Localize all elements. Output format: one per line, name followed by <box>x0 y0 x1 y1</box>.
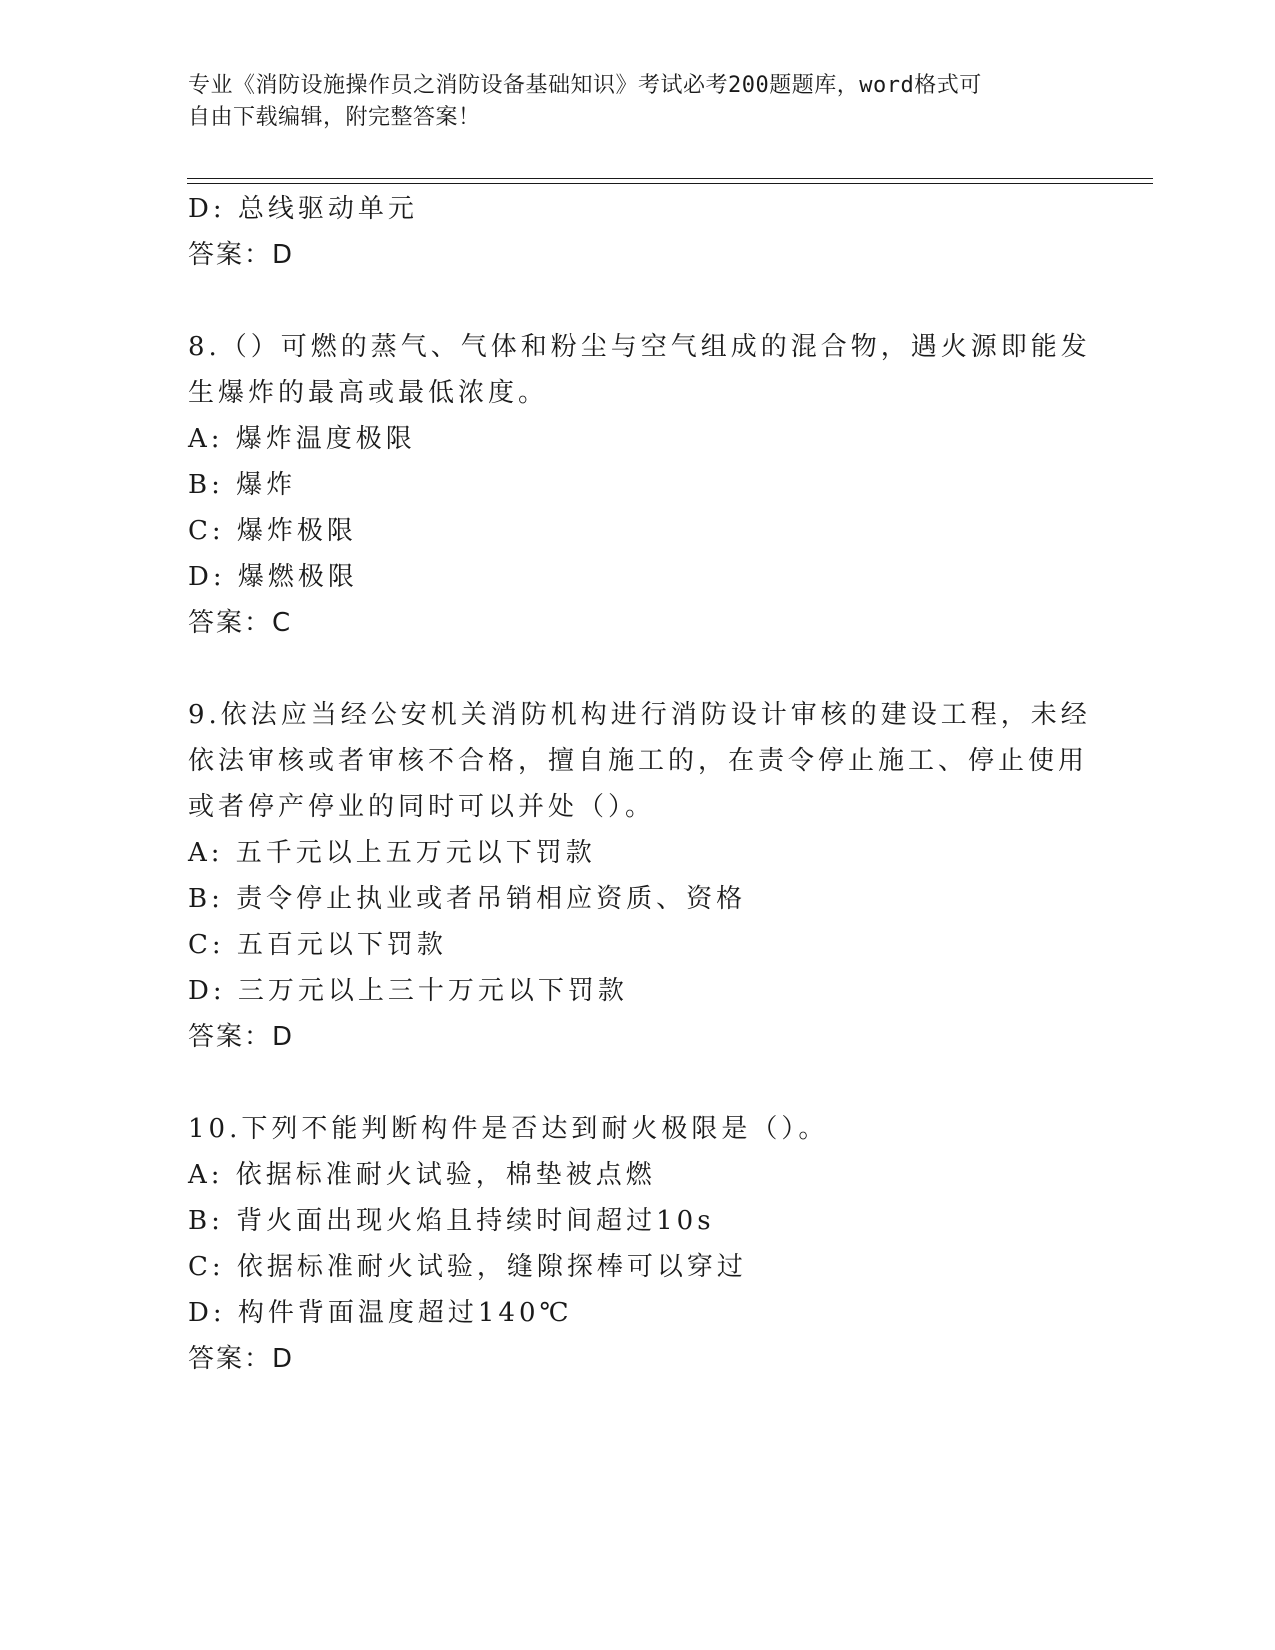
stem-line: 9.依法应当经公安机关消防机构进行消防设计审核的建设工程，未经 <box>188 700 1091 730</box>
answer: 答案：D <box>188 1344 295 1374</box>
header-line-2: 自由下载编辑，附完整答案！ <box>188 105 481 130</box>
question-9 <box>188 692 1091 1060</box>
header-divider-top <box>187 178 1153 179</box>
stem-line: 或者停产停业的同时可以并处（）。 <box>188 792 656 822</box>
answer: 答案：C <box>188 608 293 638</box>
option-a: A: 爆炸温度极限 <box>188 424 416 454</box>
option-d: D: 三万元以上三十万元以下罚款 <box>188 976 628 1006</box>
option-d: D: 爆燃极限 <box>188 562 358 592</box>
question-list <box>188 186 1091 1382</box>
prev-option-d: D: 总线驱动单元 <box>188 194 418 224</box>
option-b: B: 责令停止执业或者吊销相应资质、资格 <box>188 884 747 914</box>
option-a: A: 五千元以上五万元以下罚款 <box>188 838 596 868</box>
prev-answer: 答案：D <box>188 240 295 270</box>
header-line-1: 专业《消防设施操作员之消防设备基础知识》考试必考200题题库，word格式可 <box>188 73 982 98</box>
option-c: C: 五百元以下罚款 <box>188 930 447 960</box>
header-divider-bottom <box>187 183 1153 184</box>
option-d: D: 构件背面温度超过140℃ <box>188 1298 573 1328</box>
option-c: C: 依据标准耐火试验，缝隙探棒可以穿过 <box>188 1252 747 1282</box>
question-8 <box>188 324 1091 646</box>
option-b: B: 背火面出现火焰且持续时间超过10s <box>188 1206 715 1236</box>
question-stem <box>188 1106 1088 1152</box>
question-stem <box>188 324 1091 416</box>
option-a: A: 依据标准耐火试验，棉垫被点燃 <box>188 1160 656 1190</box>
answer: 答案：D <box>188 1022 295 1052</box>
option-b: B: 爆炸 <box>188 470 297 500</box>
stem-line: 依法审核或者审核不合格，擅自施工的，在责令停止施工、停止使用 <box>188 746 1089 776</box>
stem-line: 8.（）可燃的蒸气、气体和粉尘与空气组成的混合物，遇火源即能发 <box>188 332 1091 362</box>
stem-line: 10.下列不能判断构件是否达到耐火极限是（）。 <box>188 1114 829 1144</box>
stem-line: 生爆炸的最高或最低浓度。 <box>188 378 549 408</box>
option-c: C: 爆炸极限 <box>188 516 357 546</box>
question-stem <box>188 692 1091 830</box>
document-header <box>188 70 1088 134</box>
question-10 <box>188 1106 1088 1382</box>
